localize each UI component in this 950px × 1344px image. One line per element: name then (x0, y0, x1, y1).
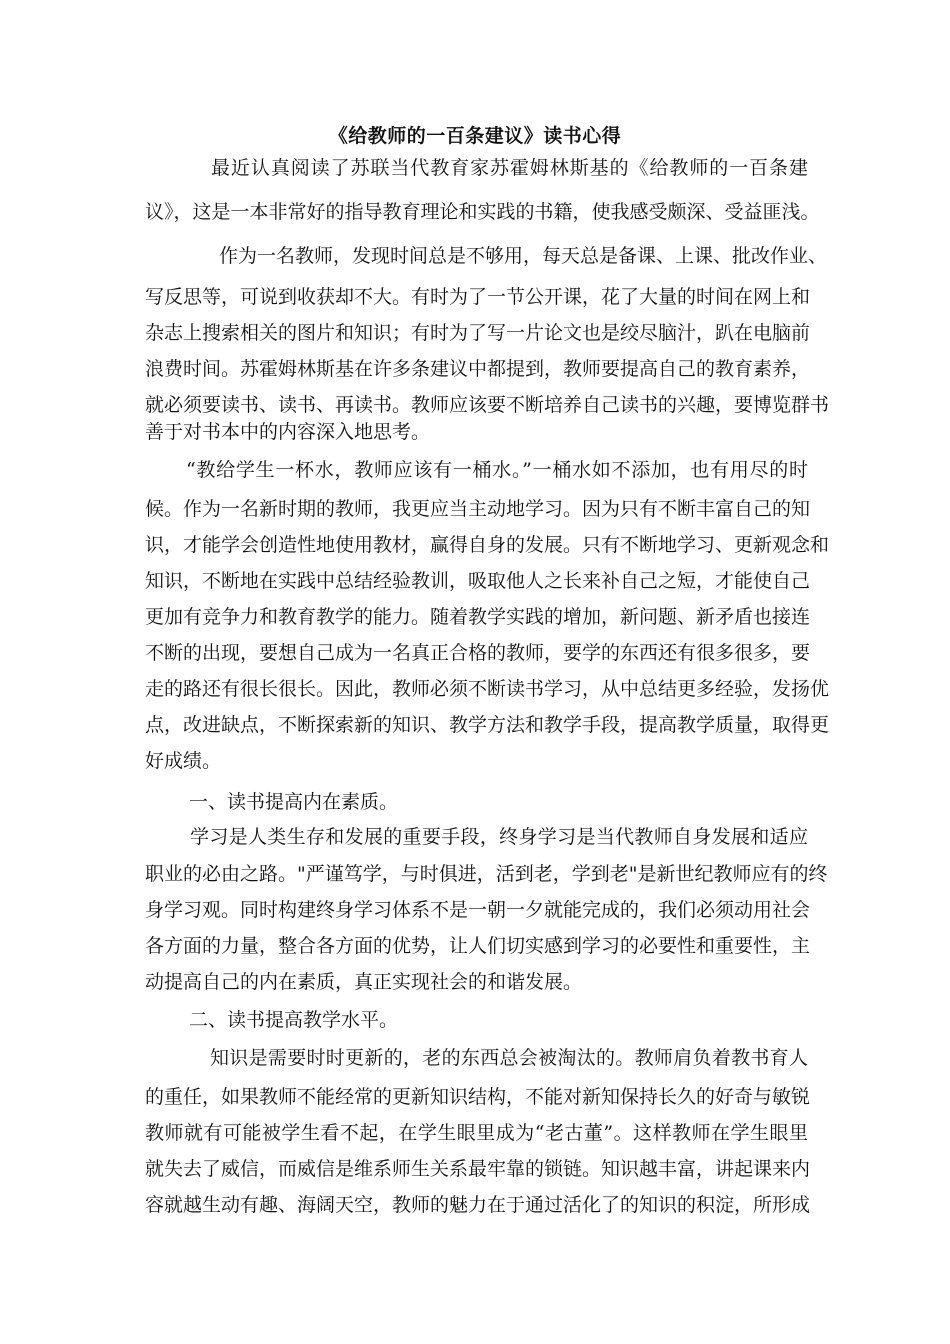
paragraph-line: 学习是人类生存和发展的重要手段，终身学习是当代教师自身发展和适应 (190, 826, 808, 848)
paragraph-line: 识，才能学会创造性地使用教材，赢得自身的发展。只有不断地学习、更新观念和 (145, 534, 830, 556)
paragraph-line: 就必须要读书、读书、再读书。教师应该要不断培养自己读书的兴趣，要博览群书 (145, 394, 830, 416)
document-title: 《给教师的一百条建议》读书心得 (328, 125, 622, 147)
paragraph-line: 走的路还有很长很长。因此，教师必须不断读书学习，从中总结更多经验，发扬优 (145, 678, 830, 700)
paragraph-line: 更加有竞争力和教育教学的能力。随着教学实践的增加，新问题、新矛盾也接连 (145, 606, 811, 628)
paragraph-line: 容就越生动有趣、海阔天空，教师的魅力在于通过活化了的知识的积淀，所形成 (145, 1194, 811, 1216)
paragraph-line: 杂志上搜索相关的图片和知识；有时为了写一片论文也是绞尽脑汁，趴在电脑前 (145, 322, 811, 344)
paragraph-line: 就失去了威信，而威信是维系师生关系最牢靠的锁链。知识越丰富，讲起课来内 (145, 1158, 811, 1180)
paragraph-line: 职业的必由之路。"严谨笃学，与时俱进，活到老，学到老"是新世纪教师应有的终 (145, 863, 828, 885)
paragraph-line: 最近认真阅读了苏联当代教育家苏霍姆林斯基的《给教师的一百条建 (211, 157, 808, 179)
paragraph-line: 浪费时间。苏霍姆林斯基在许多条建议中都提到，教师要提高自己的教育素养， (145, 358, 811, 380)
paragraph-line: 作为一名教师，发现时间总是不够用，每天总是备课、上课、批改作业、 (219, 245, 828, 267)
section-heading-1: 一、读书提高内在素质。 (189, 791, 399, 813)
paragraph-line: “教给学生一杯水，教师应该有一桶水。”一桶水如不添加，也有用尽的时 (186, 459, 808, 481)
paragraph-line: 善于对书本中的内容深入地思考。 (145, 421, 431, 443)
paragraph-line: 不断的出现，要想自己成为一名真正合格的教师，要学的东西还有很多很多，要 (145, 642, 811, 664)
section-heading-2: 二、读书提高教学水平。 (189, 1009, 399, 1031)
paragraph-line: 教师就有可能被学生看不起，在学生眼里成为“老古董”。这样教师在学生眼里 (145, 1122, 808, 1144)
paragraph-line: 知识，不断地在实践中总结经验教训，吸取他人之长来补自己之短，才能使自己 (145, 570, 811, 592)
paragraph-line: 写反思等，可说到收获却不大。有时为了一节公开课，花了大量的时间在网上和 (145, 286, 811, 308)
paragraph-line: 身学习观。同时构建终身学习体系不是一朝一夕就能完成的，我们必须动用社会 (145, 899, 811, 921)
paragraph-line: 动提高自己的内在素质，真正实现社会的和谐发展。 (145, 971, 583, 993)
paragraph-line: 候。作为一名新时期的教师，我更应当主动地学习。因为只有不断丰富自己的知 (145, 498, 811, 520)
paragraph-line: 知识是需要时时更新的，老的东西总会被淘汰的。教师肩负着教书育人 (210, 1047, 808, 1069)
paragraph-line: 点，改进缺点，不断探索新的知识、教学方法和教学手段，提高教学质量，取得更 (145, 714, 830, 736)
paragraph-line: 好成绩。 (145, 750, 222, 772)
paragraph-line: 的重任，如果教师不能经常的更新知识结构，不能对新知保持长久的好奇与敏锐 (145, 1086, 811, 1108)
paragraph-line: 议》，这是一本非常好的指导教育理论和实践的书籍，使我感受颇深、受益匪浅。 (145, 201, 820, 223)
paragraph-line: 各方面的力量，整合各方面的优势，让人们切实感到学习的必要性和重要性，主 (145, 935, 811, 957)
